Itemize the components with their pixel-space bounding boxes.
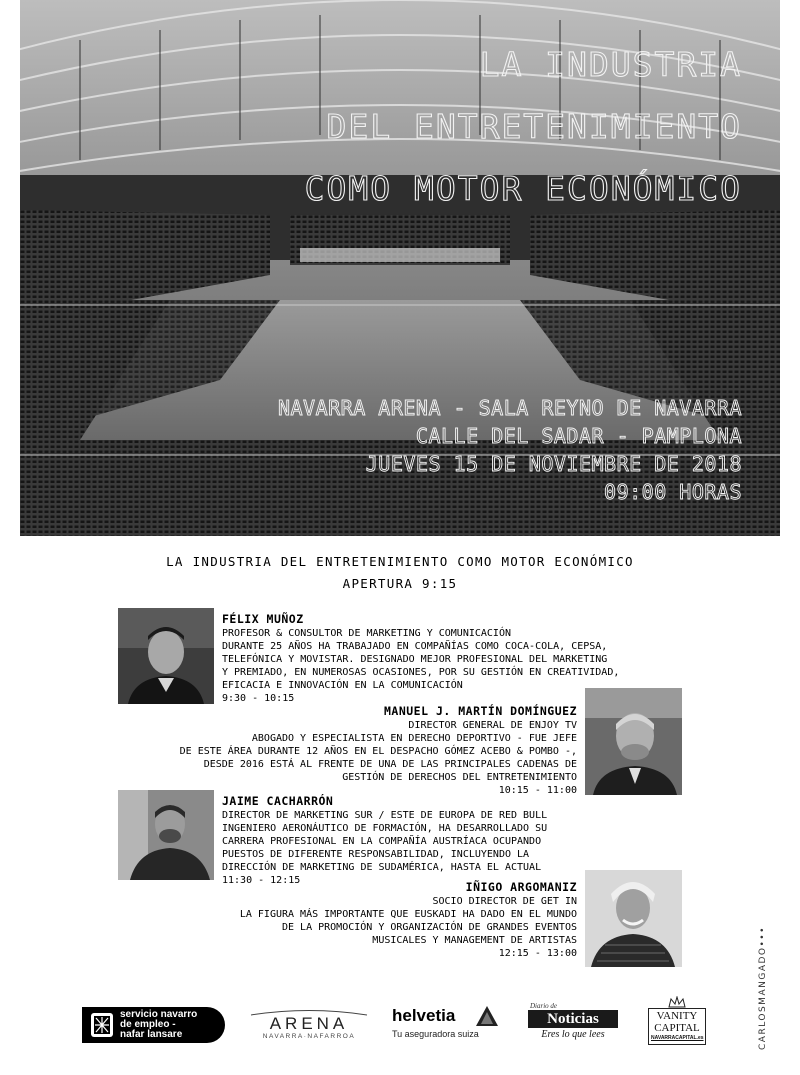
speaker-card <box>240 880 577 960</box>
hero-title-line: DEL ENTRETENIMIENTO <box>326 107 742 146</box>
speaker-desc-line: Y PREMIADO, EN NUMEROSAS OCASIONES, POR SU GESTIÓN EN CREATIVIDAD, <box>222 667 620 678</box>
speaker-desc-line: INGENIERO AERONÁUTICO DE FORMACIÓN, HA DESARROLLADO SU <box>222 823 548 834</box>
speaker-desc-line: PUESTOS DE DIFERENTE RESPONSABILIDAD, INCLUYENDO LA <box>222 849 530 860</box>
helvetia-tagline: Tu aseguradora suiza <box>392 1029 479 1039</box>
noticias-tagline: Eres lo que lees <box>541 1029 605 1040</box>
speaker-desc-line: GESTIÓN DE DERECHOS DEL ENTRETENIMIENTO <box>342 772 577 783</box>
sponsor-logos <box>0 990 800 1075</box>
speaker-desc-line: MUSICALES Y MANAGEMENT DE ARTISTAS <box>372 935 577 946</box>
noticias-kicker: Diario de <box>530 1002 558 1010</box>
speaker-time: 10:15 - 11:00 <box>498 785 577 796</box>
noticias-name: Noticias <box>528 1010 618 1028</box>
program-opening: APERTURA 9:15 <box>342 576 458 591</box>
vanity-line: VANITY <box>656 1010 698 1022</box>
hero-venue-line: 09:00 HORAS <box>604 480 742 504</box>
speaker-desc-line: DE ESTE ÁREA DURANTE 12 AÑOS EN EL DESPACHO GÓMEZ ACEBO & POMBO -, <box>179 746 577 757</box>
hero-venue <box>278 394 742 506</box>
arena-sub: NAVARRA·NAFARROA <box>262 1033 356 1040</box>
snempleo-logo <box>82 1007 225 1043</box>
speaker-name: FÉLIX MUÑOZ <box>222 612 304 626</box>
helvetia-triangle-icon <box>476 1006 498 1026</box>
hero-title-line: COMO MOTOR ECONÓMICO <box>304 169 742 208</box>
vanity-capital-logo <box>648 996 706 1054</box>
photo-credit: CARLOSMANGADO••• <box>758 926 768 1050</box>
noticias-logo <box>524 1002 622 1048</box>
snempleo-line: nafar lansare <box>120 1029 183 1040</box>
arena-logo <box>246 1010 372 1044</box>
speaker-desc-line: TELEFÓNICA Y MOVISTAR. DESIGNADO MEJOR PROFESIONAL DEL MARKETING <box>222 654 608 665</box>
hero-venue-line: NAVARRA ARENA - SALA REYNO DE NAVARRA <box>277 396 742 420</box>
speaker-name: IÑIGO ARGOMANIZ <box>465 880 577 894</box>
speaker-desc-line: LA FIGURA MÁS IMPORTANTE QUE EUSKADI HA DADO EN EL MUNDO <box>239 909 577 920</box>
speaker-photo <box>118 608 214 704</box>
speaker-photo <box>585 688 682 795</box>
speaker-photo <box>585 870 682 967</box>
speaker-card <box>222 612 619 705</box>
hero-title-line: LA INDUSTRIA <box>479 45 742 84</box>
helvetia-logo <box>392 1006 504 1046</box>
speaker-desc-line: DURANTE 25 AÑOS HA TRABAJADO EN COMPAÑÍAS COMO COCA-COLA, CEPSA, <box>222 641 608 652</box>
hero-venue-line: CALLE DEL SADAR - PAMPLONA <box>415 424 742 448</box>
vanity-sub: NAVARRACAPITAL.es <box>651 1035 704 1041</box>
speaker-time: 11:30 - 12:15 <box>222 875 301 886</box>
navarra-shield-icon <box>88 1011 116 1039</box>
speaker-desc-line: EFICACIA E INNOVACIÓN EN LA COMUNICACIÓN <box>222 680 463 691</box>
snempleo-line: servicio navarro <box>120 1009 198 1020</box>
speaker-desc-line: DESDE 2016 ESTÁ AL FRENTE DE UNA DE LAS PRINCIPALES CADENAS DE <box>203 759 577 770</box>
speaker-desc-line: DE LA PROMOCIÓN Y ORGANIZACIÓN DE GRANDES EVENTOS <box>281 922 577 933</box>
snempleo-line: de empleo - <box>120 1019 176 1030</box>
speaker-desc-line: DIRECTOR DE MARKETING SUR / ESTE DE EUROPA DE RED BULL <box>222 810 548 821</box>
crown-icon <box>668 996 686 1008</box>
speaker-desc-line: PROFESOR & CONSULTOR DE MARKETING Y COMUNICACIÓN <box>222 628 511 639</box>
speaker-desc-line: CARRERA PROFESIONAL EN LA COMPAÑÍA AUSTRÍACA OCUPANDO <box>222 836 542 847</box>
helvetia-name: helvetia <box>392 1006 456 1025</box>
vanity-line: CAPITAL <box>654 1022 700 1034</box>
speaker-desc-line: SOCIO DIRECTOR DE GET IN <box>432 896 577 907</box>
speaker-photo <box>118 790 214 880</box>
speaker-name: JAIME CACHARRÓN <box>222 794 334 808</box>
speaker-name: MANUEL J. MARTÍN DOMÍNGUEZ <box>383 704 577 718</box>
program-title: LA INDUSTRIA DEL ENTRETENIMIENTO COMO MOTOR ECONÓMICO <box>166 554 634 569</box>
arena-name: ARENA <box>269 1014 349 1033</box>
speaker-time: 12:15 - 13:00 <box>498 948 577 959</box>
hero-photo <box>20 0 780 536</box>
hero-venue-line: JUEVES 15 DE NOVIEMBRE DE 2018 <box>365 452 742 476</box>
speaker-time: 9:30 - 10:15 <box>222 693 295 704</box>
speaker-desc-line: DIRECCIÓN DE MARKETING DE SUDAMÉRICA, HASTA EL ACTUAL <box>222 862 542 873</box>
speaker-card <box>180 704 577 797</box>
speaker-desc-line: ABOGADO Y ESPECIALISTA EN DERECHO DEPORTIVO - FUE JEFE <box>251 733 577 744</box>
speaker-desc-line: DIRECTOR GENERAL DE ENJOY TV <box>408 720 577 731</box>
hero-title <box>305 34 742 220</box>
speaker-card <box>222 794 547 887</box>
